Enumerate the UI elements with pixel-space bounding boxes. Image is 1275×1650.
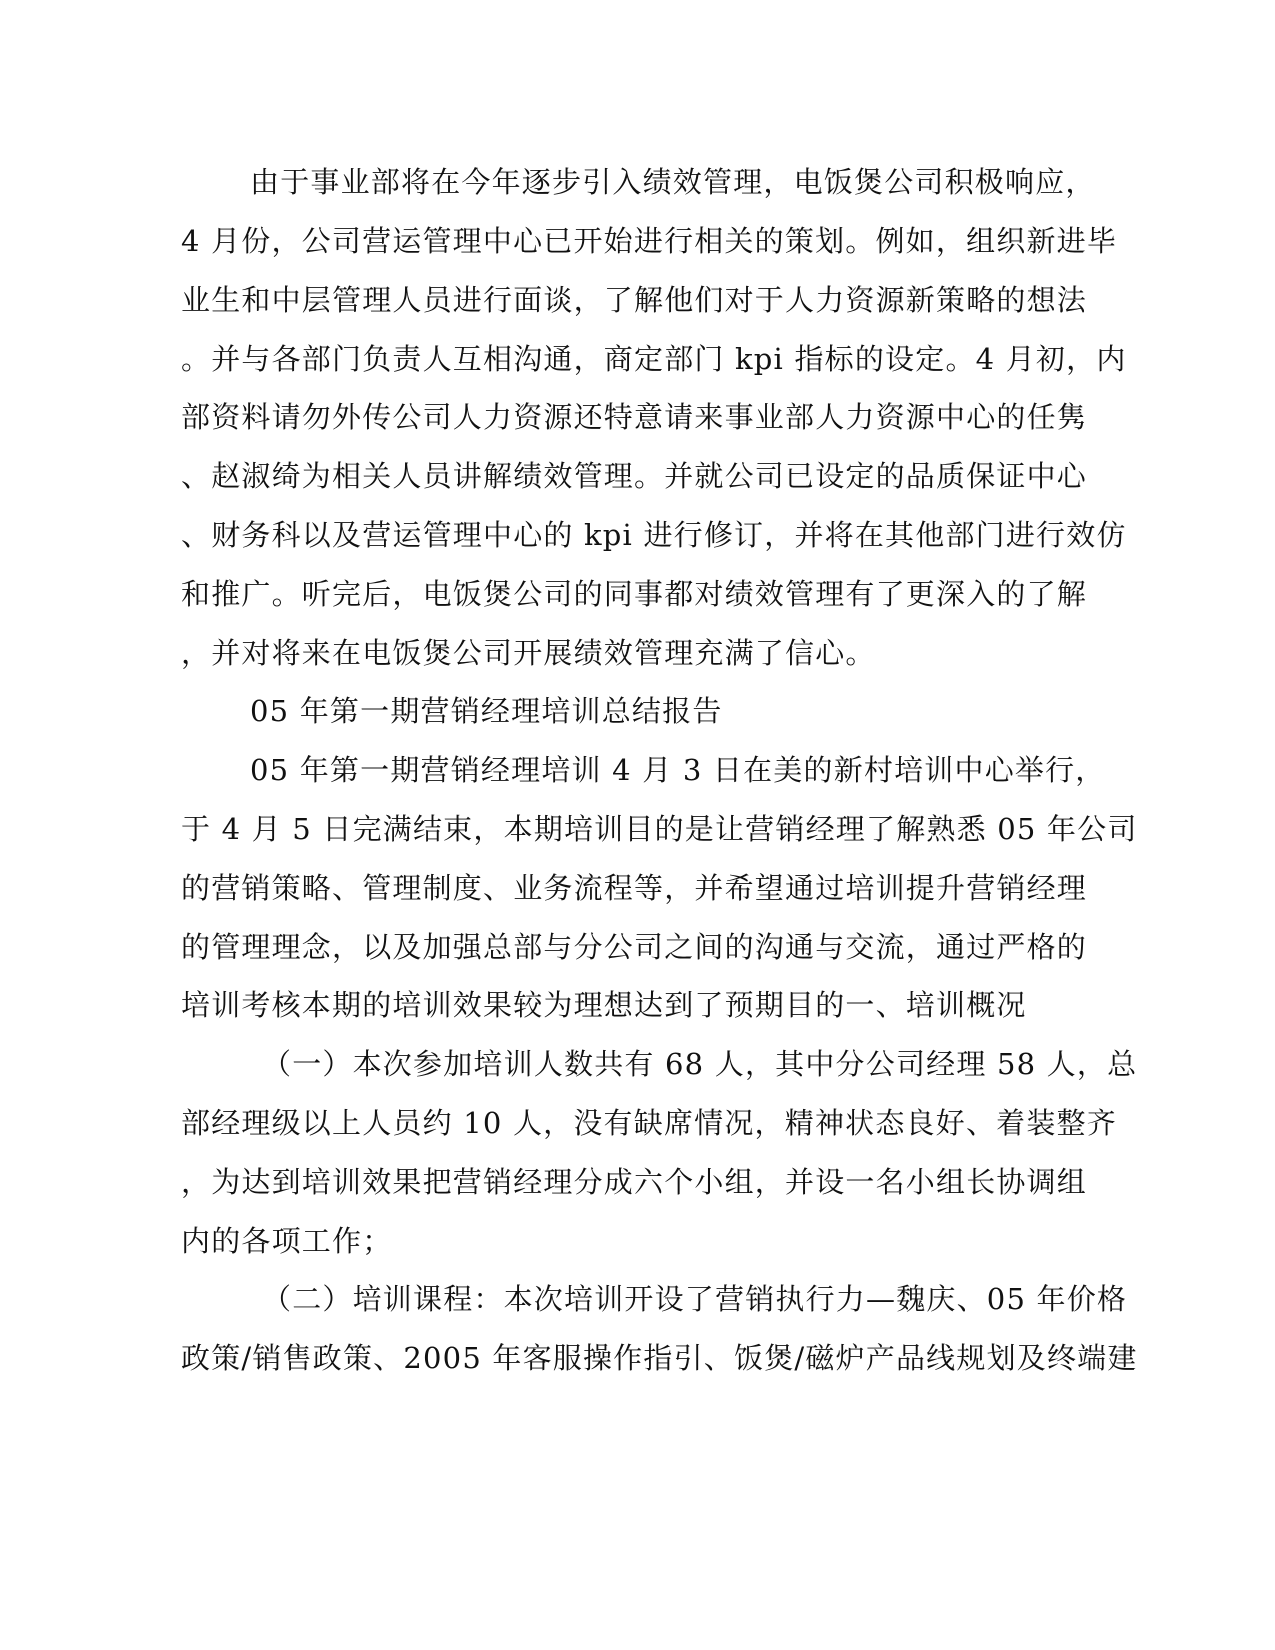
paragraph-line: （二）培训课程：本次培训开设了营销执行力—魏庆、05 年价格 <box>262 1282 1128 1316</box>
paragraph-line: 部经理级以上人员约 10 人，没有缺席情况，精神状态良好、着装整齐 <box>181 1106 1117 1140</box>
paragraph-line: 由于事业部将在今年逐步引入绩效管理，电饭煲公司积极响应， <box>250 165 1096 199</box>
paragraph-line: 内的各项工作； <box>181 1224 393 1258</box>
paragraph-line: 的营销策略、管理制度、业务流程等，并希望通过培训提升营销经理 <box>181 871 1088 905</box>
paragraph-line: （一）本次参加培训人数共有 68 人，其中分公司经理 58 人，总 <box>262 1047 1138 1081</box>
paragraph-line: 部资料请勿外传公司人力资源还特意请来事业部人力资源中心的任隽 <box>181 400 1088 434</box>
paragraph-line: 、财务科以及营运管理中心的 kpi 进行修订，并将在其他部门进行效仿 <box>181 518 1127 552</box>
paragraph-line: 于 4 月 5 日完满结束，本期培训目的是让营销经理了解熟悉 05 年公司 <box>181 812 1138 846</box>
section-heading: 05 年第一期营销经理培训总结报告 <box>250 694 723 728</box>
paragraph-line: 的管理理念，以及加强总部与分公司之间的沟通与交流，通过严格的 <box>181 930 1088 964</box>
paragraph-line: 05 年第一期营销经理培训 4 月 3 日在美的新村培训中心举行， <box>250 753 1106 787</box>
paragraph-line: 和推广。听完后，电饭煲公司的同事都对绩效管理有了更深入的了解 <box>181 577 1088 611</box>
paragraph-line: ，为达到培训效果把营销经理分成六个小组，并设一名小组长协调组 <box>181 1165 1088 1199</box>
paragraph-line: 业生和中层管理人员进行面谈，了解他们对于人力资源新策略的想法 <box>181 283 1088 317</box>
paragraph-line: 政策/销售政策、2005 年客服操作指引、饭煲/磁炉产品线规划及终端建 <box>181 1341 1138 1375</box>
paragraph-line: 。并与各部门负责人互相沟通，商定部门 kpi 指标的设定。4 月初，内 <box>181 342 1127 376</box>
paragraph-line: 4 月份，公司营运管理中心已开始进行相关的策划。例如，组织新进毕 <box>181 224 1118 258</box>
paragraph-line: ，并对将来在电饭煲公司开展绩效管理充满了信心。 <box>181 636 876 670</box>
paragraph-line: 培训考核本期的培训效果较为理想达到了预期目的一、培训概况 <box>181 988 1027 1022</box>
paragraph-line: 、赵淑绮为相关人员讲解绩效管理。并就公司已设定的品质保证中心 <box>181 459 1088 493</box>
